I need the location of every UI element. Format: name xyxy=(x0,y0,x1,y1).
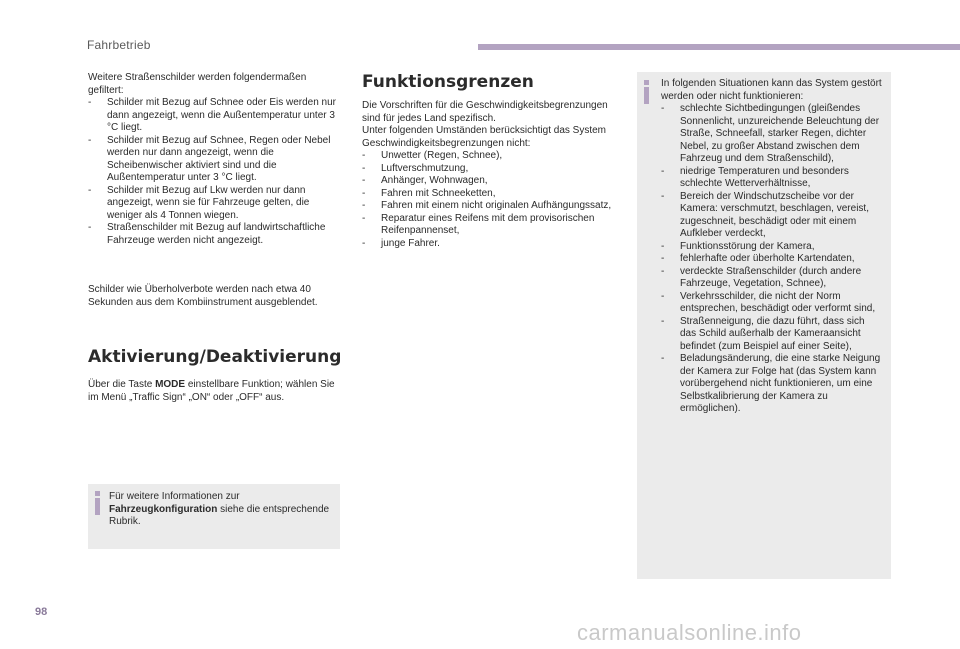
info-icon xyxy=(94,491,102,515)
list-item: - junge Fahrer. xyxy=(362,238,622,251)
list-item: - Funktionsstörung der Kamera, xyxy=(661,241,883,254)
list-item: - Straßenneigung, die dazu führt, dass sich das Schild außerhalb der Kameraansicht befindet (zum Beispiel auf einer Seite), xyxy=(661,316,883,354)
list-item: - niedrige Temperaturen und besonders schlechte Wetterverhältnisse, xyxy=(661,166,883,191)
list-item: - Beladungsänderung, die eine starke Neigung der Kamera zur Folge hat (das System kann vorübergehend nicht funktionieren, um eine Selbstkalibrierung der Kamera zu ermöglichen). xyxy=(661,353,883,416)
limits-heading: Funktionsgrenzen xyxy=(362,72,534,92)
right-panel-content xyxy=(637,72,891,416)
info-text-before: Für weitere Informationen zur xyxy=(109,491,240,502)
list-item: - Schilder mit Bezug auf Schnee oder Eis werden nur dann angezeigt, wenn die Außentemperatur unter 3 °C liegt. xyxy=(88,97,340,135)
list-item: - Fahren mit einem nicht originalen Aufhängungssatz, xyxy=(362,200,622,213)
list-item: - Reparatur eines Reifens mit dem provisorischen Reifenpannenset, xyxy=(362,213,622,238)
activation-text-before: Über die Taste xyxy=(88,379,156,390)
mode-key-label: MODE xyxy=(155,379,186,390)
filter-intro: Weitere Straßenschilder werden folgendermaßen gefiltert: xyxy=(88,72,307,96)
list-item: - Unwetter (Regen, Schnee), xyxy=(362,150,622,163)
info-text-after: siehe die entsprechende Rubrik. xyxy=(109,503,330,527)
list-item: - fehlerhafte oder überholte Kartendaten, xyxy=(661,253,883,266)
activation-heading: Aktivierung/Deaktivierung xyxy=(88,347,342,367)
limits-list xyxy=(362,150,622,250)
activation-text-after: einstellbare Funktion; wählen Sie im Menü „Traffic Sign“ „ON“ oder „OFF“ aus. xyxy=(88,379,335,403)
middle-column xyxy=(362,72,622,250)
list-item: - Straßenschilder mit Bezug auf landwirtschaftliche Fahrzeuge werden nicht angezeigt. xyxy=(88,222,340,247)
info-text-bold: Fahrzeugkonfiguration xyxy=(109,503,218,515)
disturbance-intro: In folgenden Situationen kann das System gestört werden oder nicht funktionieren: xyxy=(661,78,882,102)
list-item: - Schilder mit Bezug auf Schnee, Regen oder Nebel werden nur dann angezeigt, wenn die Scheibenwischer aktiviert sind und die Außentemperatur unter 3 °C liegt. xyxy=(88,135,340,185)
limits-para-1: Die Vorschriften für die Geschwindigkeitsbegrenzungen sind für jedes Land spezifisch. xyxy=(362,100,608,124)
info-box xyxy=(88,484,340,549)
left-column xyxy=(88,72,340,404)
disturbance-list xyxy=(661,103,883,416)
limits-para-2: Unter folgenden Umständen berücksichtigt das System Geschwindigkeitsbegrenzungen nicht: xyxy=(362,125,607,149)
list-item: - schlechte Sichtbedingungen (gleißendes Sonnenlicht, unzureichende Beleuchtung der Straße, Schneefall, starker Regen, dichter Nebel, zu großer Abstand zwischen dem Fahrzeug und dem Straßenschild), xyxy=(661,103,883,166)
list-item: - Anhänger, Wohnwagen, xyxy=(362,175,622,188)
page-number: 98 xyxy=(35,606,48,618)
list-item: - Luftverschmutzung, xyxy=(362,163,622,176)
list-item: - Schilder mit Bezug auf Lkw werden nur dann angezeigt, wenn sie für Fahrzeuge gelten, die weniger als 4 Tonnen wiegen. xyxy=(88,185,340,223)
list-item: - Verkehrsschilder, die nicht der Norm entsprechen, beschädigt oder verformt sind, xyxy=(661,291,883,316)
filter-list xyxy=(88,97,340,247)
section-title: Fahrbetrieb xyxy=(87,38,151,52)
section-header-bar xyxy=(478,44,960,50)
overtaking-note: Schilder wie Überholverbote werden nach etwa 40 Sekunden aus dem Kombiinstrument ausgeblendet. xyxy=(88,284,318,308)
list-item: - verdeckte Straßenschilder (durch andere Fahrzeuge, Vegetation, Schnee), xyxy=(661,266,883,291)
right-info-panel xyxy=(637,72,891,579)
list-item: - Bereich der Windschutzscheibe vor der Kamera: verschmutzt, beschlagen, vereist, zugeschneit, beschädigt oder mit einem Aufkleber verdeckt, xyxy=(661,191,883,241)
info-box-text xyxy=(109,491,331,529)
list-item: - Fahren mit Schneeketten, xyxy=(362,188,622,201)
activation-text xyxy=(88,379,340,404)
watermark: carmanualsonline.info xyxy=(577,620,802,645)
